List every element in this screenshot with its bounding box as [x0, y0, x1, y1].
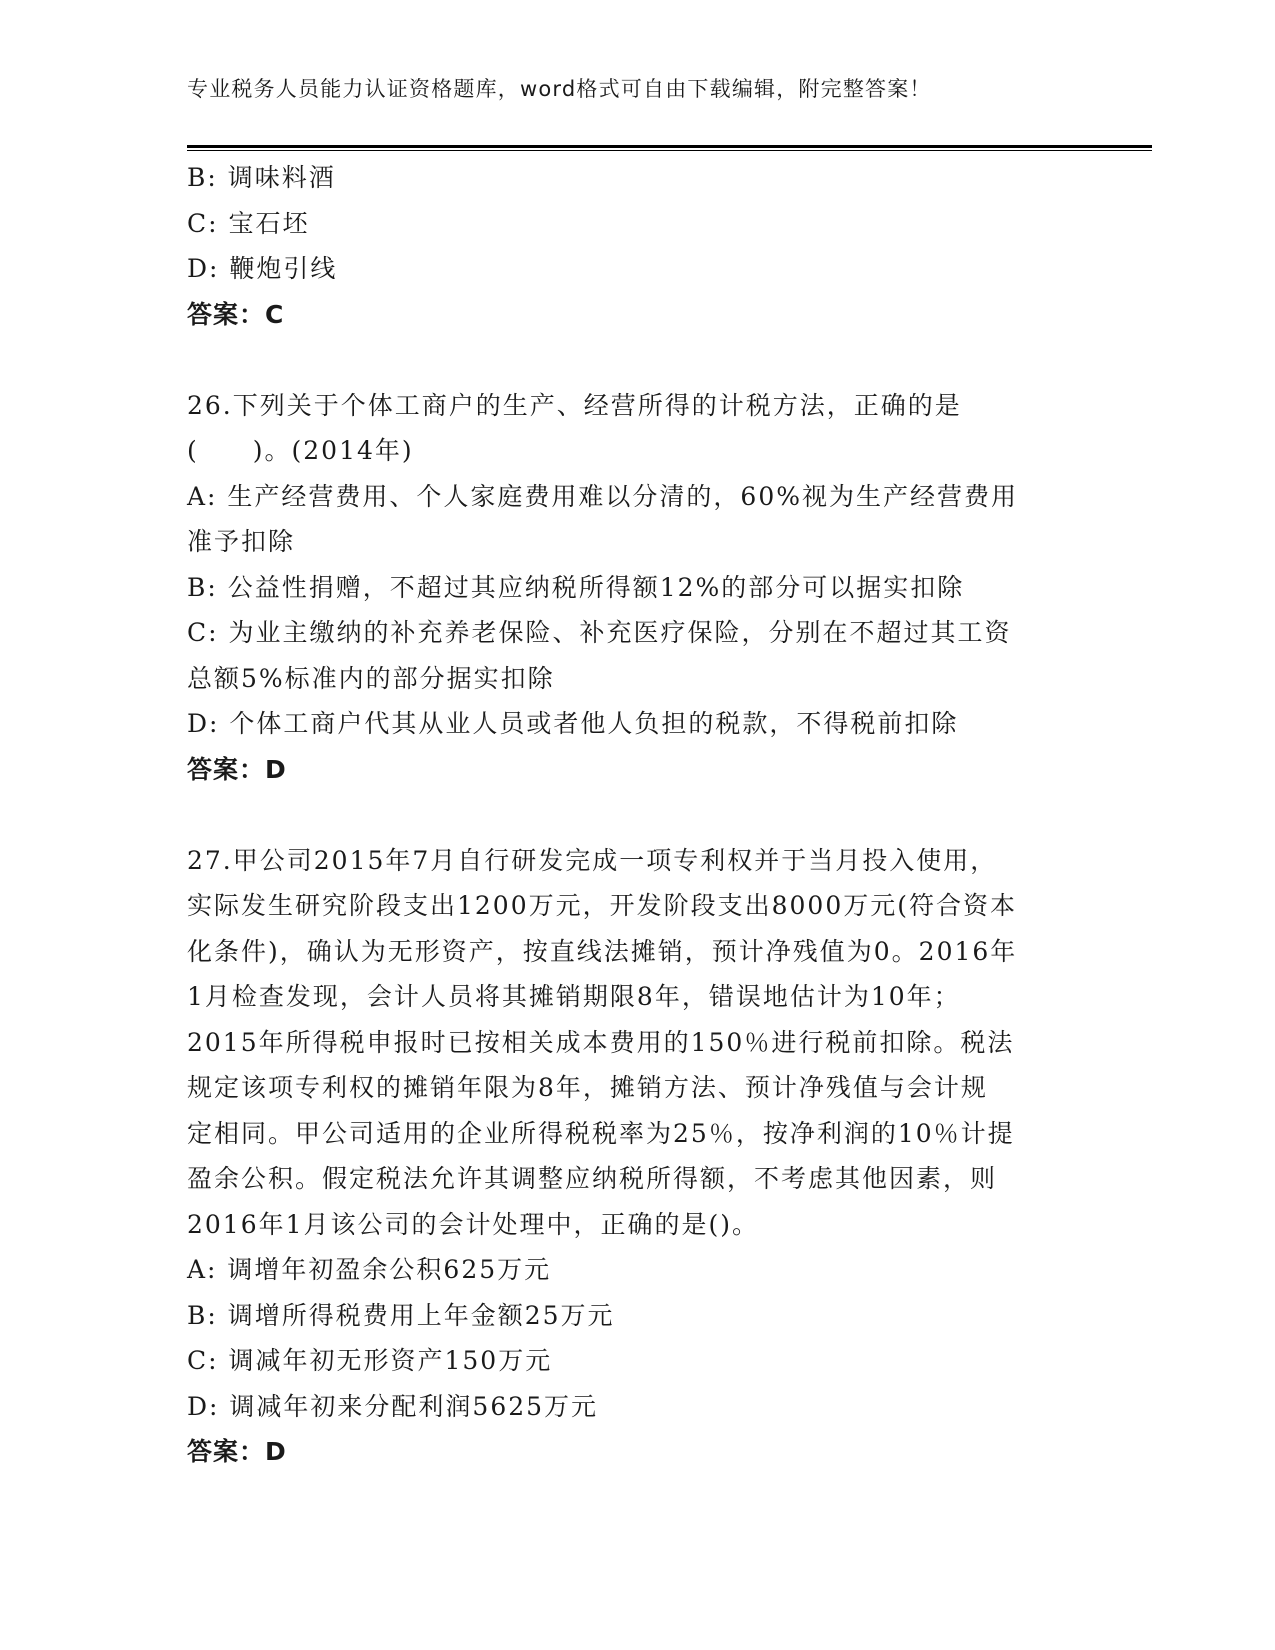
option-d: D: 调减年初来分配利润5625万元 [187, 1391, 599, 1421]
spacer [187, 337, 1087, 383]
question-stem-line: 定相同。甲公司适用的企业所得税税率为25％，按净利润的10％计提 [187, 1118, 1015, 1148]
question-stem-line: 化条件)，确认为无形资产，按直线法摊销，预计净残值为0。2016年 [187, 936, 1018, 966]
option-a: A: 调增年初盈余公积625万元 [187, 1255, 552, 1284]
option-c-continued: 总额5%标准内的部分据实扣除 [187, 663, 555, 693]
option-a-continued: 准予扣除 [187, 527, 296, 556]
question-27 [187, 838, 1087, 1475]
question-stem-line: 26.下列关于个体工商户的生产、经营所得的计税方法，正确的是 [187, 390, 962, 420]
option-b: B: 公益性捐赠，不超过其应纳税所得额12%的部分可以据实扣除 [187, 572, 965, 602]
option-d: D: 鞭炮引线 [187, 254, 338, 283]
page-header: 专业税务人员能力认证资格题库，word格式可自由下载编辑，附完整答案！ [187, 77, 932, 101]
header-rule-thin [187, 150, 1152, 151]
question-25-tail [187, 155, 1087, 337]
answer-line: 答案：D [187, 754, 287, 784]
document-body [187, 155, 1087, 1475]
question-stem-line: ( )。(2014年) [187, 436, 414, 465]
question-stem-line: 2016年1月该公司的会计处理中，正确的是()。 [187, 1209, 760, 1239]
option-a: A: 生产经营费用、个人家庭费用难以分清的，60%视为生产经营费用 [187, 481, 1018, 511]
answer-line: 答案：C [187, 299, 285, 329]
option-c: C: 调减年初无形资产150万元 [187, 1346, 553, 1375]
option-d: D: 个体工商户代其从业人员或者他人负担的税款，不得税前扣除 [187, 709, 959, 738]
question-26 [187, 383, 1087, 793]
header-rule-thick [187, 145, 1152, 148]
question-stem-line: 2015年所得税申报时已按相关成本费用的150％进行税前扣除。税法 [187, 1027, 1015, 1057]
answer-line: 答案：D [187, 1437, 287, 1466]
question-stem-line: 实际发生研究阶段支出1200万元，开发阶段支出8000万元(符合资本 [187, 891, 1018, 920]
question-stem-line: 27.甲公司2015年7月自行研发完成一项专利权并于当月投入使用， [187, 845, 998, 875]
question-stem-line: 盈余公积。假定税法允许其调整应纳税所得额，不考虑其他因素，则 [187, 1164, 998, 1193]
question-stem-line: 规定该项专利权的摊销年限为8年，摊销方法、预计净残值与会计规 [187, 1073, 988, 1102]
spacer [187, 792, 1087, 838]
option-c: C: 宝石坯 [187, 208, 310, 238]
question-stem-line: 1月检查发现，会计人员将其摊销期限8年，错误地估计为10年； [187, 982, 961, 1011]
option-b: B: 调增所得税费用上年金额25万元 [187, 1300, 615, 1330]
option-b: B: 调味料酒 [187, 163, 336, 192]
option-c: C: 为业主缴纳的补充养老保险、补充医疗保险，分别在不超过其工资 [187, 618, 1012, 647]
